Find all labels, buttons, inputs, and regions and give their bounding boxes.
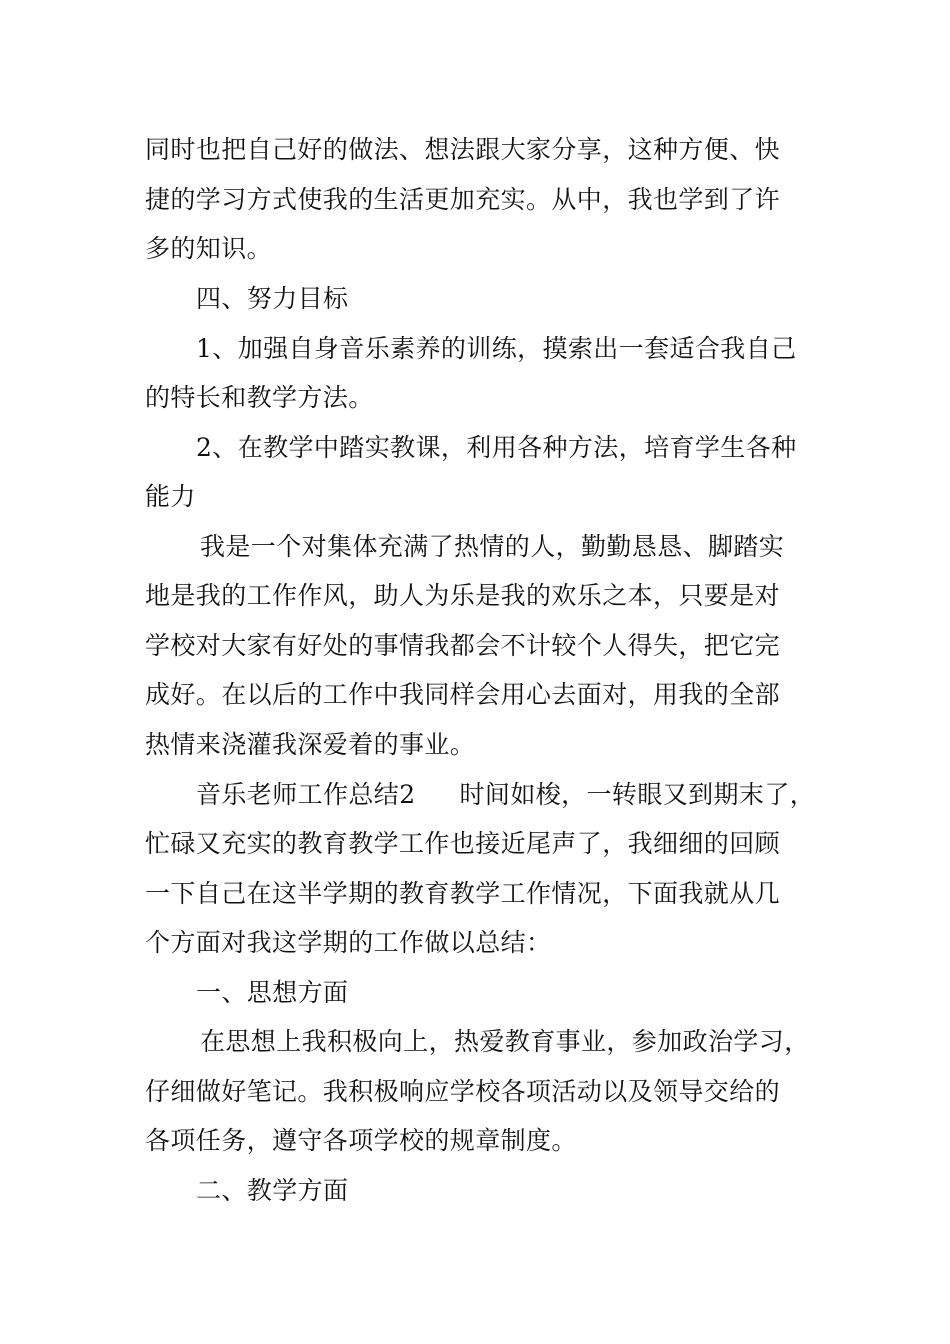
- section-heading: 四、努力目标: [196, 284, 349, 313]
- text-line: 热情来浇灌我深爱着的事业。: [145, 730, 476, 759]
- section-heading: 二、教学方面: [196, 1176, 349, 1205]
- text-line: 个方面对我这学期的工作做以总结：: [145, 928, 552, 957]
- text-line: 仔细做好笔记。我积极响应学校各项活动以及领导交给的: [145, 1077, 781, 1106]
- text-line: 1、加强自身音乐素养的训练，摸索出一套适合我自己: [196, 334, 797, 363]
- text-line: 同时也把自己好的做法、想法跟大家分享，这种方便、快: [145, 135, 781, 164]
- text-line: 时间如梭，一转眼又到期末了，: [459, 780, 816, 809]
- text-line: 地是我的工作作风，助人为乐是我的欢乐之本，只要是对: [145, 581, 781, 610]
- text-line: 忙碌又充实的教育教学工作也接近尾声了，我细细的回顾: [145, 829, 781, 858]
- text-line: 成好。在以后的工作中我同样会用心去面对，用我的全部: [145, 680, 781, 709]
- text-line: 各项任务，遵守各项学校的规章制度。: [145, 1126, 577, 1155]
- text-line: 的特长和教学方法。: [145, 383, 374, 412]
- text-line: 捷的学习方式使我的生活更加充实。从中，我也学到了许: [145, 185, 781, 214]
- text-line: 多的知识。: [145, 234, 273, 263]
- text-line: 2、在教学中踏实教课，利用各种方法，培育学生各种: [196, 433, 797, 462]
- text-line: 我是一个对集体充满了热情的人，勤勤恳恳、脚踏实: [200, 532, 785, 561]
- text-line: 能力: [145, 482, 196, 511]
- document-title: 音乐老师工作总结2: [196, 780, 416, 809]
- section-heading: 一、思想方面: [196, 978, 349, 1007]
- text-line: 一下自己在这半学期的教育教学工作情况，下面我就从几: [145, 879, 781, 908]
- text-line: 在思想上我积极向上，热爱教育事业，参加政治学习，: [200, 1027, 810, 1056]
- document-title-line: [196, 777, 815, 813]
- text-line: 学校对大家有好处的事情我都会不计较个人得失，把它完: [145, 631, 781, 660]
